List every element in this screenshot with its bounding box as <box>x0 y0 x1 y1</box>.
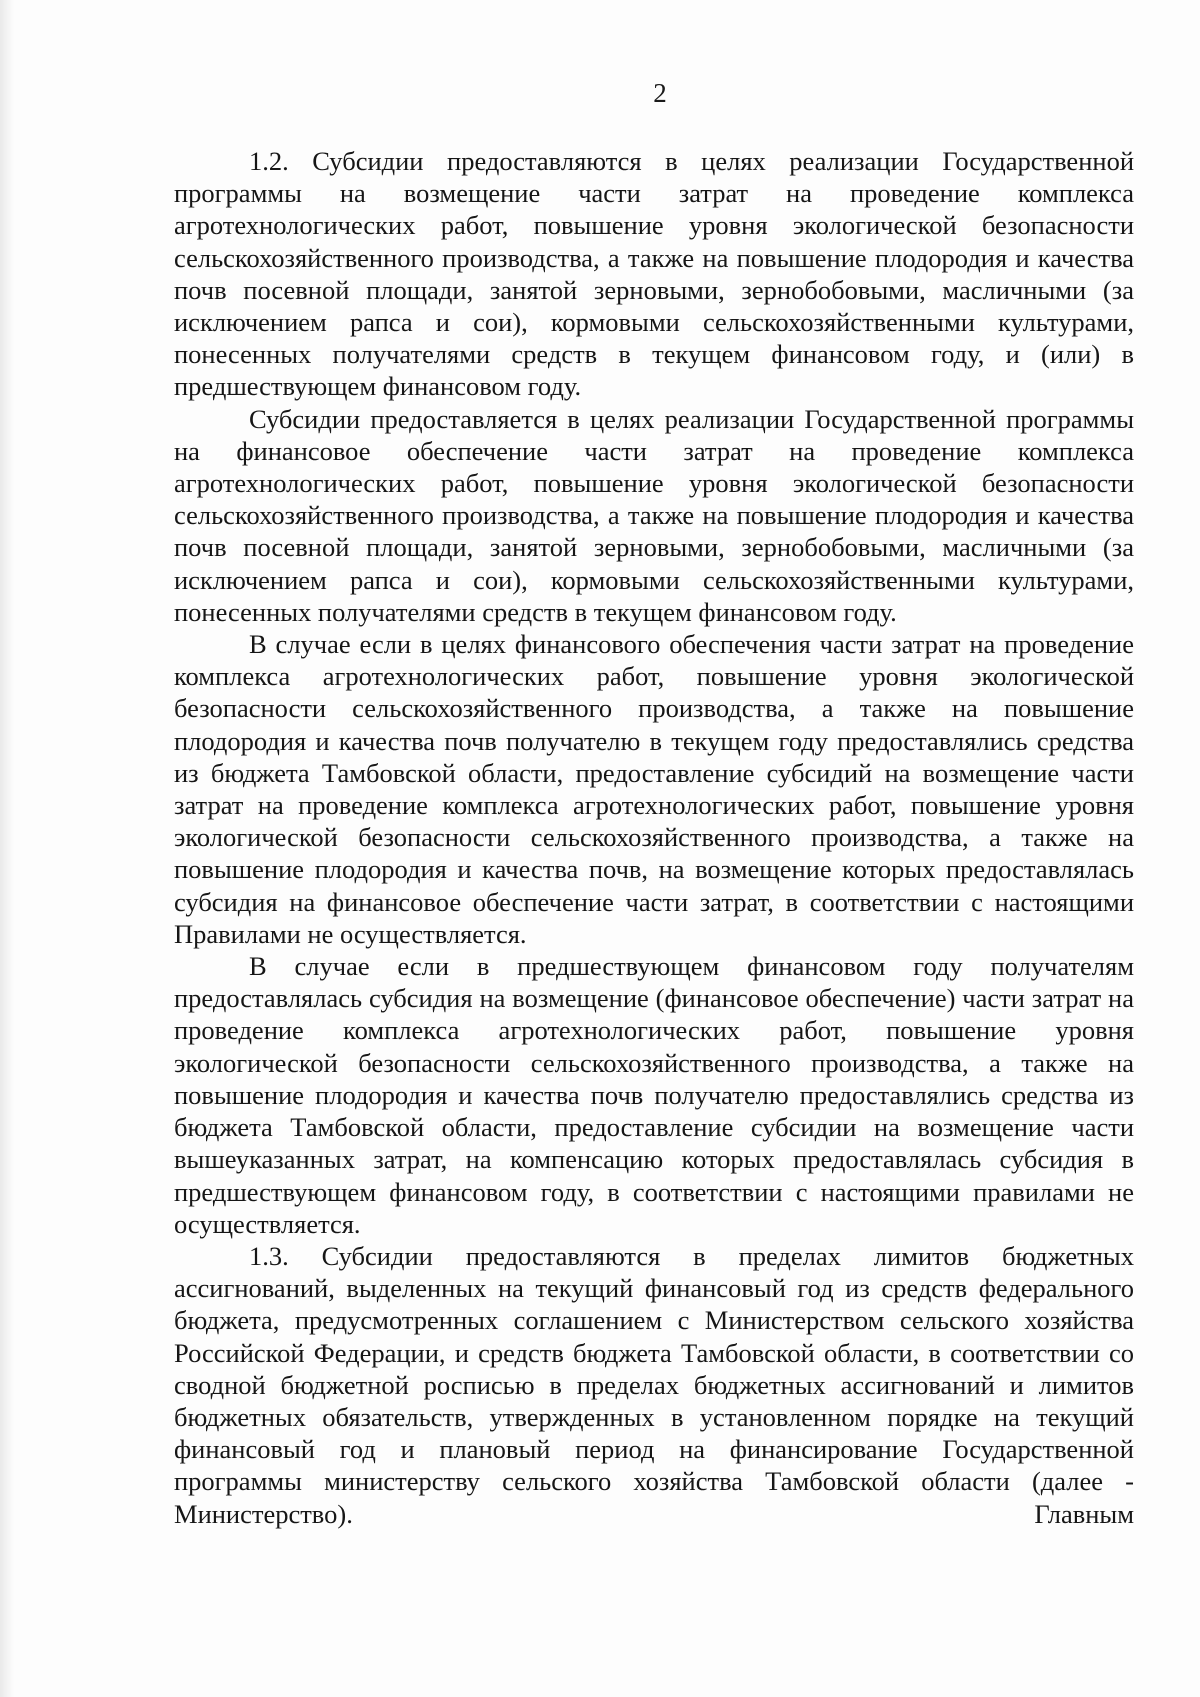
paragraph-1-2: 1.2. Субсидии предоставляются в целях реализации Государственной программы на возмещение части затрат на проведение комплекса агротехнологических работ, повышение уровня экологической безопасности сельскохозяйственного производства, а также на повышение плодородия и качества почв посевной площади, занятой зерновыми, зернобобовыми, масличными (за исключением рапса и сои), кормовыми сельскохозяйственными культурами, понесенных получателями средств в текущем финансовом году, и (или) в предшествующем финансовом году. <box>174 146 1134 402</box>
document-body <box>174 145 1134 1530</box>
paragraph-previous-year-exclusion: В случае если в предшествующем финансовом году получателям предоставлялась субсидия на возмещение (финансовое обеспечение) части затрат на проведение комплекса агротехнологических работ, повышение уровня экологической безопасности сельскохозяйственного производства, а также на повышение плодородия и качества почв получателю предоставлялись средства из бюджета Тамбовской области, предоставление субсидии на возмещение части вышеуказанных затрат, на компенсацию которых предоставлялась субсидия в предшествующем финансовом году, в соответствии с настоящими правилами не осуществляется. <box>174 951 1134 1239</box>
scan-edge-shadow <box>0 0 14 1697</box>
paragraph-financial-support: Субсидии предоставляется в целях реализации Государственной программы на финансовое обеспечение части затрат на проведение комплекса агротехнологических работ, повышение уровня экологической безопасности сельскохозяйственного производства, а также на повышение плодородия и качества почв посевной площади, занятой зерновыми, зернобобовыми, масличными (за исключением рапса и сои), кормовыми сельскохозяйственными культурами, понесенных получателями средств в текущем финансовом году. <box>174 403 1134 627</box>
page-number: 2 <box>653 78 667 108</box>
paragraph-1-3: 1.3. Субсидии предоставляются в пределах лимитов бюджетных ассигнований, выделенных на текущий финансовый год из средств федерального бюджета, предусмотренных соглашением с Министерством сельского хозяйства Российской Федерации, и средств бюджета Тамбовской области, в соответствии со сводной бюджетной росписью в пределах бюджетных ассигнований и лимитов бюджетных обязательств, утвержденных в установленном порядке на текущий финансовый год и плановый период на финансирование Государственной программы министерству сельского хозяйства Тамбовской области (далее - Министерство). Главным <box>174 1240 1134 1529</box>
paragraph-current-year-exclusion: В случае если в целях финансового обеспечения части затрат на проведение комплекса агротехнологических работ, повышение уровня экологической безопасности сельскохозяйственного производства, а также на повышение плодородия и качества почв получателю в текущем году предоставлялись средства из бюджета Тамбовской области, предоставление субсидий на возмещение части затрат на проведение комплекса агротехнологических работ, повышение уровня экологической безопасности сельскохозяйственного производства, а также на повышение плодородия и качества почв, на возмещение которых предоставлялась субсидия на финансовое обеспечение части затрат, в соответствии с настоящими Правилами не осуществляется. <box>174 629 1134 949</box>
